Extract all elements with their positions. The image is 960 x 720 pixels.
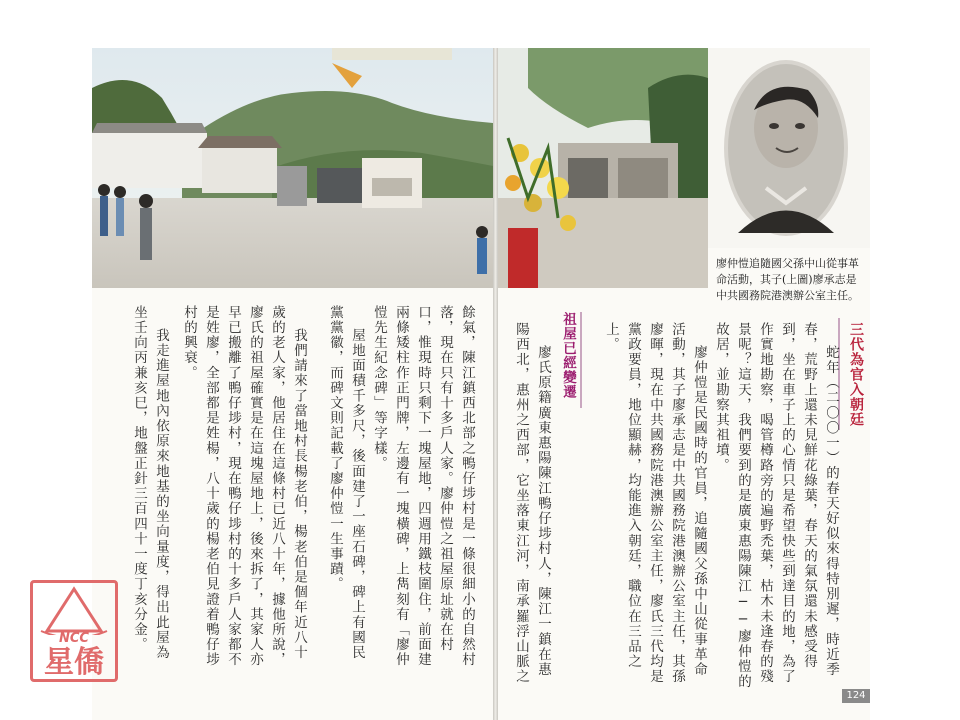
text-column: 兩條矮柱作正門牌，左邊有一塊橫碑，上雋刻有「廖仲 bbox=[393, 305, 409, 668]
portrait-liao-chengzhi bbox=[708, 48, 870, 248]
page-number: 124 bbox=[842, 689, 870, 703]
ncc-watermark-logo bbox=[30, 580, 118, 682]
text-column: 是姓廖，全部都是姓楊，八十歲的楊老伯見證着鴨仔埗 bbox=[203, 305, 219, 668]
watermark-stars-text: 星僑 bbox=[44, 645, 104, 680]
text-column: 歲的老人家，他居住在這條村已近八十年，據他所說， bbox=[269, 305, 285, 668]
text-column: 我們請來了當地村長楊老伯，楊老伯是個年近八十 bbox=[291, 328, 307, 661]
text-column: 作實地勘察，喝管樽路旁的遍野禿葉，枯木未逢春的殘 bbox=[757, 322, 773, 685]
text-column: 蛇年（二〇〇一）的春天好似來得特別遲，時近季 bbox=[823, 345, 839, 678]
text-column: 村的興衰。 bbox=[181, 305, 197, 381]
text-column: 我走進屋地內依原來地基的坐向量度，得出此屋為 bbox=[153, 328, 169, 661]
text-column: 黨黨徽，而碑文則記載了廖仲愷一生事蹟。 bbox=[327, 305, 343, 592]
watermark-ncc-text: NCC bbox=[59, 631, 89, 646]
text-column: 活動，其子廖承志是中共國務院港澳辦公室主任，其孫 bbox=[669, 322, 685, 685]
text-column: 景呢？這天，我們要到的是廣東惠陽陳江──廖仲愷的 bbox=[735, 322, 751, 690]
text-column: 上。 bbox=[603, 322, 619, 353]
text-column: 餘氣，陳江鎮西北部之鴨仔埗村是一條很細小的自然村 bbox=[459, 305, 475, 668]
text-column: 落，現在只有十多戶人家。廖仲愷之祖屋原址就在村 bbox=[437, 305, 453, 653]
text-column: 愷先生紀念碑」等字樣。 bbox=[371, 305, 387, 472]
text-column: 屋地面積千多尺，後面建了一座石碑，碑上有國民 bbox=[349, 328, 365, 661]
text-column: 口，惟現時只剩下一塊屋地，四週用鐵枝圍住，前面建 bbox=[415, 305, 431, 668]
text-column: 廖氏的祖屋確實是在這塊屋地上，後來拆了，其家人亦 bbox=[247, 305, 263, 668]
text-column: 春，荒野上還未見鮮花綠葉，春天的氣氛還未感受得 bbox=[801, 322, 817, 670]
photo-flowers-at-gate bbox=[498, 48, 708, 288]
text-column: 早已搬離了鴨仔埗村，現在鴨仔埗村的十多戶人家都不 bbox=[225, 305, 241, 668]
text-column: 廖氏原籍廣東惠陽陳江鴨仔埗村人，陳江一鎮在惠 bbox=[535, 345, 551, 678]
heading-rule-2 bbox=[580, 312, 582, 408]
section-heading-1: 三代為官入朝廷 bbox=[848, 322, 864, 427]
text-column: 到，坐在車子上的心情只是希望快些到達目的地，為了 bbox=[779, 322, 795, 685]
text-column: 廖仲愷是民國時的官員，追隨國父孫中山從事革命 bbox=[691, 345, 707, 678]
section-heading-2: 祖屋已經變遷 bbox=[560, 312, 576, 399]
text-column: 黨政要員，地位顯赫，均能進入朝廷，職位在三品之 bbox=[625, 322, 641, 670]
text-column: 廖暉，現在中共國務院港澳辦公室主任，廖氏三代均是 bbox=[647, 322, 663, 685]
text-column: 坐壬向丙兼亥巳，地盤正針三百四十一度丁亥分金。 bbox=[131, 305, 147, 653]
photo-ancestral-house-site bbox=[92, 48, 493, 288]
text-column: 故居，並勘察其祖墳。 bbox=[713, 322, 729, 473]
portrait-caption: 廖仲愷追隨國父孫中山從事革命活動，其子(上圖)廖承志是中共國務院港澳辦公室主任。 bbox=[716, 257, 859, 302]
text-column: 陽西北，惠州之西部，它坐落東江河，南承羅浮山脈之 bbox=[513, 322, 529, 685]
